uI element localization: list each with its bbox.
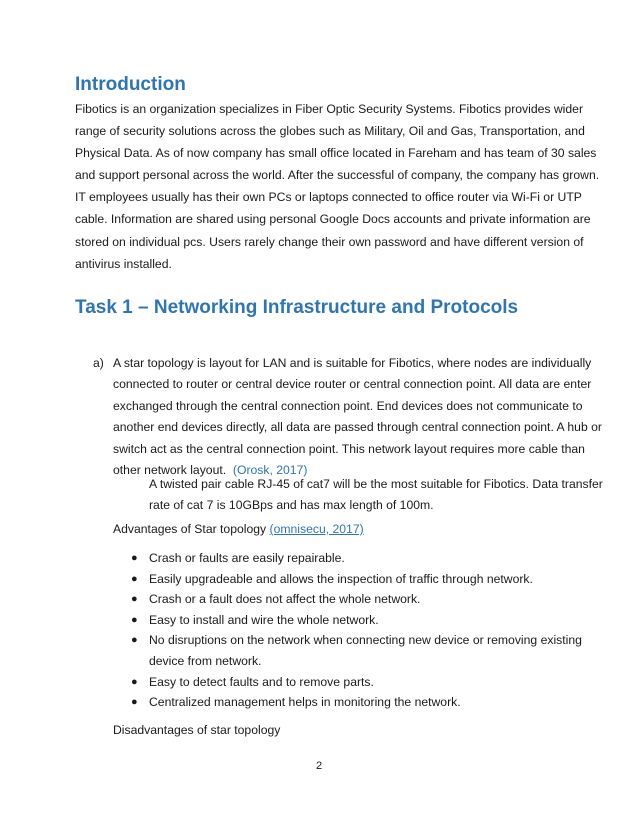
- list-item: [131, 630, 591, 671]
- paragraph-line: Fibotics is an organization specializes in Fiber Optic Security Systems. Fibotics provides wider: [75, 102, 584, 116]
- paragraph-line: connected to router or central device router or central connection point. All data are enter: [113, 377, 592, 392]
- introduction-paragraph: [75, 98, 600, 275]
- paragraph-line: range of security solutions across the globes such as Military, Oil and Gas, Transportation, and: [75, 124, 585, 139]
- paragraph-line: stored on individual pcs. Users rarely change their own password and have different version of: [75, 234, 584, 249]
- list-item-line: No disruptions on the network when connecting new device or removing existing: [149, 633, 582, 648]
- bullet-icon: ●: [131, 572, 138, 585]
- list-item-line: Easy to detect faults and to remove parts.: [149, 674, 374, 689]
- list-item-text: [149, 692, 591, 713]
- page-number: 2: [315, 760, 323, 772]
- list-item-text: [149, 569, 591, 590]
- list-item-line: device from network.: [149, 653, 262, 668]
- list-item-text: [149, 672, 591, 693]
- list-item-line: Crash or faults are easily repairable.: [149, 551, 345, 565]
- paragraph-line: A twisted pair cable RJ-45 of cat7 will be the most suitable for Fibotics. Data transfer: [149, 477, 603, 491]
- paragraph-line: and support personal across the world. After the successful of company, the company has grown.: [75, 168, 600, 183]
- list-item-text: [149, 610, 591, 631]
- list-item-body: [113, 353, 602, 481]
- citation-omnisecu-link[interactable]: (omnisecu, 2017): [269, 522, 364, 536]
- list-item-line: Centralized management helps in monitoring the network.: [149, 695, 461, 710]
- list-item: [131, 610, 591, 631]
- advantages-title: [113, 519, 364, 540]
- introduction-heading: Introduction: [75, 74, 186, 95]
- advantages-title-text: Advantages of Star topology: [113, 522, 270, 536]
- paragraph-line: antivirus installed.: [75, 256, 172, 271]
- list-item: [131, 548, 591, 569]
- cable-paragraph: [149, 474, 603, 517]
- list-item: [131, 672, 591, 693]
- advantages-list: [131, 548, 591, 713]
- bullet-icon: ●: [131, 593, 138, 606]
- list-item-text: [149, 630, 591, 671]
- paragraph-line: A star topology is layout for LAN and is suitable for Fibotics, where nodes are individually: [113, 356, 592, 370]
- paragraph-line: another end devices directly, all data are passed through central connection point. A hub or: [113, 420, 602, 435]
- paragraph-line: Physical Data. As of now company has small office located in Fareham and has team of 30 sales: [75, 146, 597, 161]
- disadvantages-title: Disadvantages of star topology: [113, 723, 281, 737]
- list-item-line: Easy to install and wire the whole network.: [149, 612, 379, 627]
- paragraph-line: cable. Information are shared using personal Google Docs accounts and private information are: [75, 212, 591, 227]
- list-item: [131, 692, 591, 713]
- paragraph-line: IT employees usually has their own PCs or laptops connected to office router via Wi-Fi or UTP: [75, 190, 582, 205]
- list-item-text: [149, 589, 591, 610]
- list-item: [131, 589, 591, 610]
- list-item-line: Crash or a fault does not affect the whole network.: [149, 592, 421, 607]
- citation-orosk: (Orosk, 2017): [232, 463, 308, 478]
- paragraph-line-text: other network layout.: [113, 463, 233, 478]
- list-item-line: Easily upgradeable and allows the inspection of traffic through network.: [149, 571, 533, 586]
- bullet-icon: ●: [131, 613, 138, 626]
- bullet-icon: ●: [131, 634, 138, 647]
- bullet-icon: ●: [131, 696, 138, 709]
- paragraph-line: exchanged through the central connection point. End devices does not communicate to: [113, 398, 583, 413]
- paragraph-line: switch act as the central connection point. This network layout requires more cable than: [113, 441, 585, 456]
- task1-heading: Task 1 – Networking Infrastructure and Protocols: [75, 297, 519, 318]
- bullet-icon: ●: [131, 675, 138, 688]
- list-item: [131, 569, 591, 590]
- paragraph-line: rate of cat 7 is 10GBps and has max length of 100m.: [149, 498, 434, 513]
- list-marker: a): [93, 356, 104, 370]
- list-item-text: [149, 548, 591, 569]
- bullet-icon: ●: [131, 552, 138, 564]
